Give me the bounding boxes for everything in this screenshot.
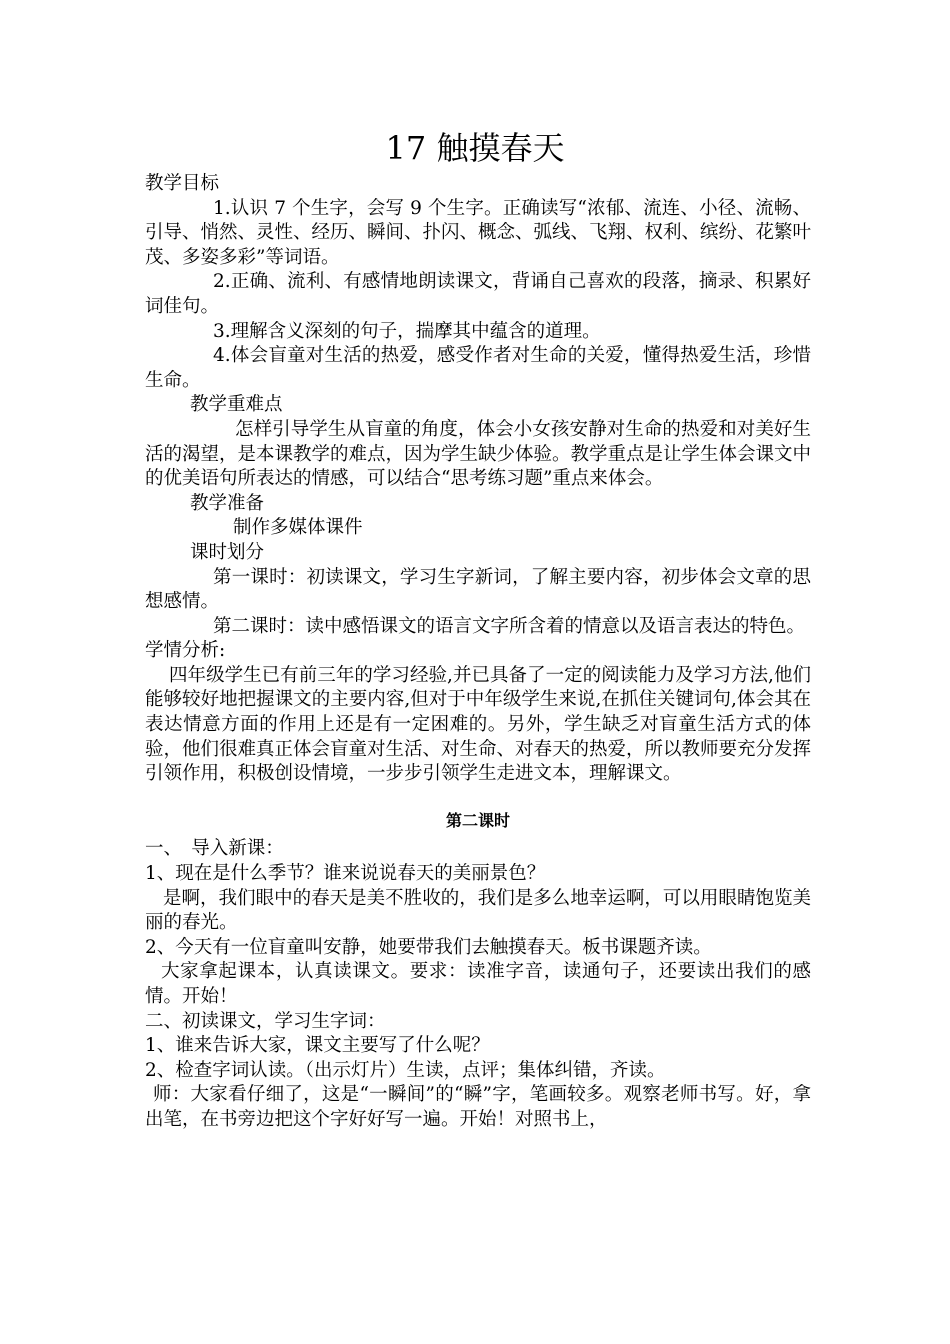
- goal-item-4: 4.体会盲童对生活的热爱，感受作者对生命的关爱，懂得热爱生活，珍惜生命。: [145, 345, 811, 391]
- document-body: [145, 172, 811, 1133]
- schedule-item-1: 第一课时：初读课文，学习生字新词，了解主要内容，初步体会文章的思想感情。: [145, 566, 811, 613]
- question-2: 2、今天有一位盲童叫安静，她要带我们去触摸春天。板书课题齐读。: [145, 936, 712, 958]
- paragraph-1: 是啊，我们眼中的春天是美不胜收的，我们是多么地幸运啊，可以用眼睛饱览美丽的春光。: [145, 887, 811, 934]
- difficulty-paragraph: 怎样引导学生从盲童的角度，体会小女孩安静对生命的热爱和对美好生活的渴望，是本课教学的难点，因为学生缺少体验。教学重点是让学生体会课文中的优美语句所表达的情感，可以结合“思考练习题”重点来体会。: [145, 418, 812, 490]
- difficulty-heading: 教学重难点: [190, 394, 283, 416]
- goal-item-3: 3.理解含义深刻的句子，揣摩其中蕴含的道理。: [213, 320, 601, 342]
- analysis-heading: 学情分析:: [145, 640, 226, 662]
- schedule-heading: 课时划分: [190, 541, 265, 563]
- question-4: 2、检查字词认读。（出示灯片）生读，点评；集体纠错，齐读。: [145, 1059, 666, 1081]
- question-3: 1、谁来告诉大家，课文主要写了什么呢？: [145, 1035, 490, 1057]
- paragraph-2: 大家拿起课本，认真读课文。要求：读准字音，读通句子，还要读出我们的感情。开始！: [145, 961, 811, 1007]
- prep-heading: 教学准备: [190, 492, 265, 514]
- goals-heading: 教学目标: [145, 173, 220, 194]
- document-title: 17 触摸春天: [385, 129, 565, 167]
- prep-paragraph: 制作多媒体课件: [233, 517, 363, 539]
- lesson2-heading: 第二课时: [445, 810, 510, 830]
- paragraph-3: 师：大家看仔细了，这是“一瞬间”的“瞬”字，笔画较多。观察老师书写。好，拿出笔，在书旁边把这个字好好写一遍。开始！对照书上，: [145, 1084, 811, 1130]
- part2-heading: 二、初读课文，学习生字词：: [145, 1010, 386, 1032]
- goal-item-2: 2.正确、流利、有感情地朗读课文，背诵自己喜欢的段落，摘录、积累好词佳句。: [145, 271, 811, 317]
- question-1: 1、现在是什么季节？谁来说说春天的美丽景色？: [145, 863, 546, 885]
- goal-item-1: 1.认识 7 个生字，会写 9 个生字。正确读写“浓郁、流连、小径、流畅、引导、悄然、灵性、经历、瞬间、扑闪、概念、弧线、飞翔、权利、缤纷、花繁叶茂、多姿多彩”等词语。: [145, 197, 812, 268]
- schedule-item-2: 第二课时：读中感悟课文的语言文字所含着的情意以及语言表达的特色。: [213, 615, 806, 637]
- part1-heading: 一、 导入新课：: [145, 838, 284, 860]
- analysis-paragraph: 四年级学生已有前三年的学习经验,并已具备了一定的阅读能力及学习方法,他们能够较好地把握课文的主要内容,但对于中年级学生来说,在抓住关键词句,体会其在表达情意方面的作用上还是有一定困难的。另外，学生缺乏对盲童生活方式的体验，他们很难真正体会盲童对生活、对生命、对春天的热爱，所以教师要充分发挥引领作用，积极创设情境，一步步引领学生走进文本，理解课文。: [145, 664, 812, 785]
